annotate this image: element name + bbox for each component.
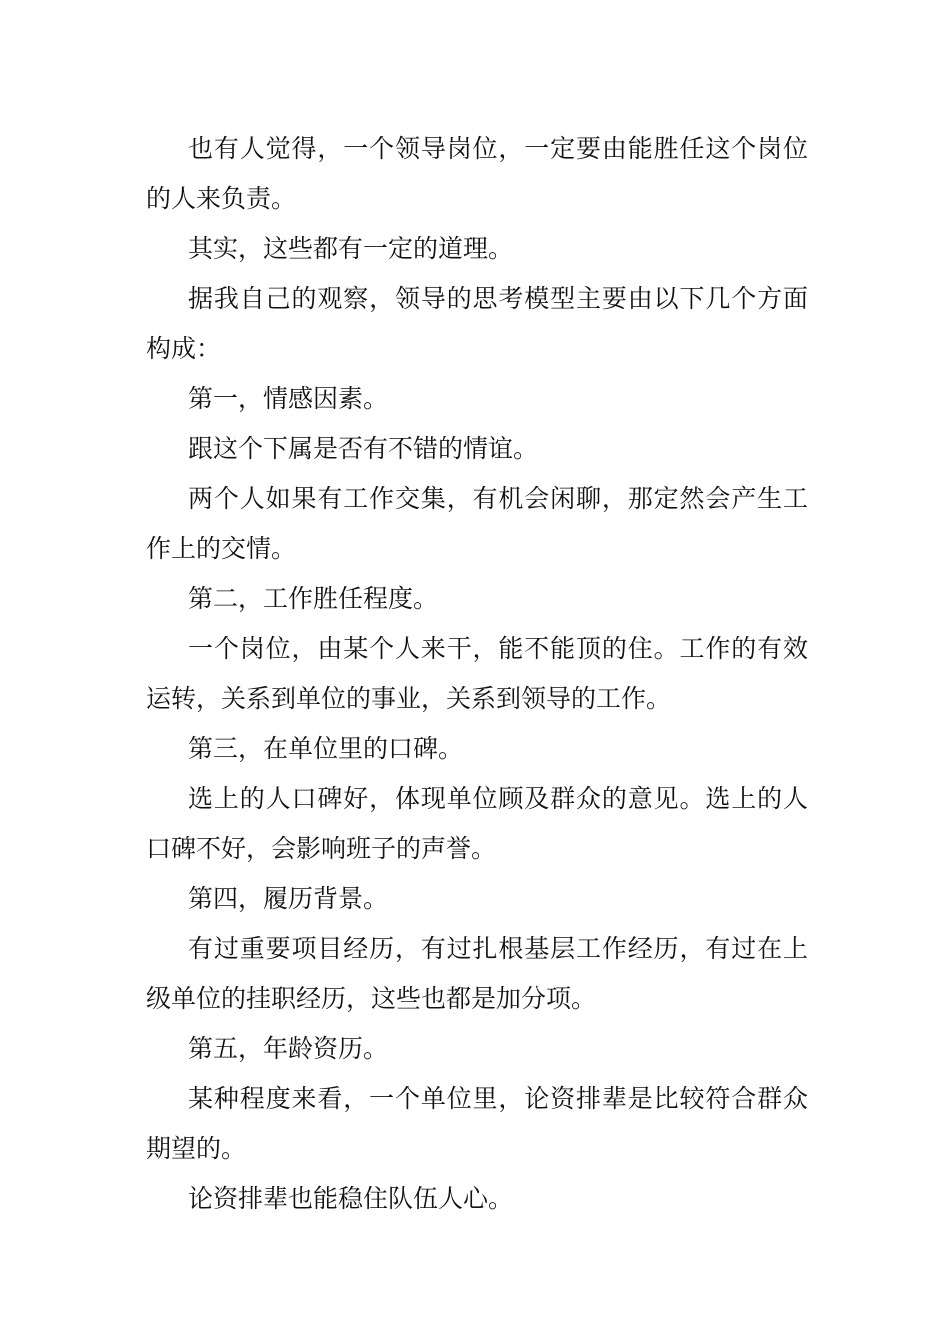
paragraph: 选上的人口碑好，体现单位顾及群众的意见。选上的人口碑不好，会影响班子的声誉。 [146, 784, 808, 863]
section-heading: 第一，情感因素。 [188, 384, 389, 413]
paragraph: 两个人如果有工作交集，有机会闲聊，那定然会产生工作上的交情。 [146, 484, 808, 563]
paragraph: 也有人觉得，一个领导岗位，一定要由能胜任这个岗位的人来负责。 [146, 134, 808, 213]
paragraph: 论资排辈也能稳住队伍人心。 [188, 1184, 514, 1213]
section-heading: 第三，在单位里的口碑。 [188, 734, 464, 763]
document-body [146, 124, 808, 1224]
section-heading: 第五，年龄资历。 [188, 1034, 389, 1063]
paragraph: 据我自己的观察，领导的思考模型主要由以下几个方面构成： [146, 284, 808, 363]
paragraph: 某种程度来看，一个单位里，论资排辈是比较符合群众期望的。 [146, 1084, 808, 1163]
section-heading: 第二，工作胜任程度。 [188, 584, 439, 613]
paragraph: 跟这个下属是否有不错的情谊。 [188, 434, 539, 463]
paragraph: 有过重要项目经历，有过扎根基层工作经历，有过在上级单位的挂职经历，这些也都是加分项。 [146, 934, 808, 1013]
section-heading: 第四，履历背景。 [188, 884, 389, 913]
paragraph: 其实，这些都有一定的道理。 [188, 234, 514, 263]
paragraph: 一个岗位，由某个人来干，能不能顶的住。工作的有效运转，关系到单位的事业，关系到领导的工作。 [146, 634, 808, 713]
